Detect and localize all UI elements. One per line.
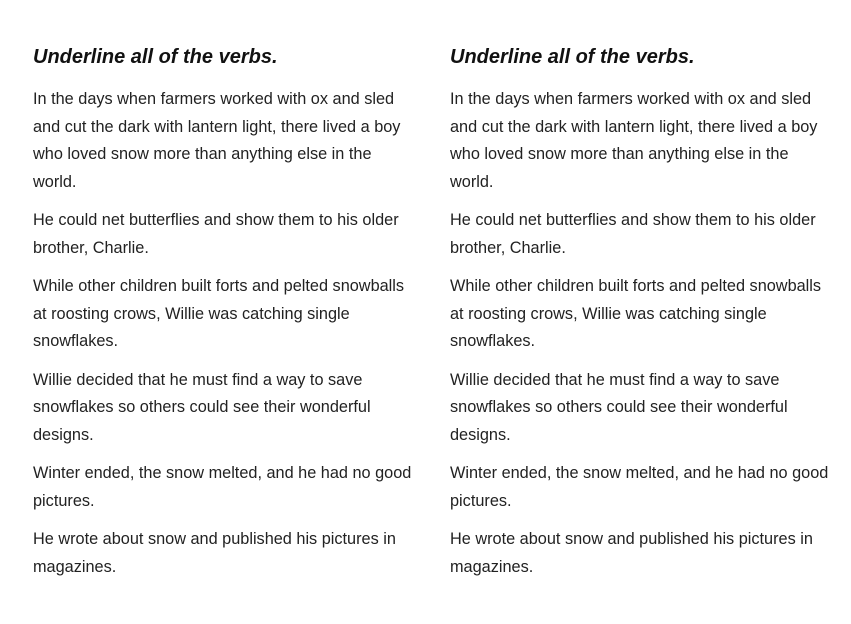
sentence-paragraph: Winter ended, the snow melted, and he had no good pictures. bbox=[450, 464, 829, 510]
sentence-paragraph: He could net butterflies and show them to his older brother, Charlie. bbox=[450, 211, 816, 257]
sentence-paragraph: Winter ended, the snow melted, and he had no good pictures. bbox=[33, 464, 412, 510]
sentence-paragraph: In the days when farmers worked with ox and sled and cut the dark with lantern light, there lived a boy who loved snow more than anything else in the world. bbox=[450, 90, 818, 191]
sentence-paragraph: While other children built forts and pelted snowballs at roosting crows, Willie was catching single snowflakes. bbox=[450, 277, 822, 350]
worksheet-column-left bbox=[33, 42, 418, 592]
sentence-paragraph: Willie decided that he must find a way to save snowflakes so others could see their wonderful designs. bbox=[33, 370, 371, 444]
sentence-paragraph: He wrote about snow and published his pictures in magazines. bbox=[33, 530, 396, 576]
sentence-paragraph: He could net butterflies and show them to his older brother, Charlie. bbox=[33, 211, 399, 257]
worksheet-heading: Underline all of the verbs. bbox=[33, 46, 278, 68]
sentence-paragraph: In the days when farmers worked with ox and sled and cut the dark with lantern light, there lived a boy who loved snow more than anything else in the world. bbox=[33, 90, 401, 191]
sentence-paragraph: While other children built forts and pelted snowballs at roosting crows, Willie was catching single snowflakes. bbox=[33, 277, 405, 350]
worksheet-heading: Underline all of the verbs. bbox=[450, 46, 695, 68]
worksheet-column-right bbox=[450, 42, 835, 592]
sentence-paragraph: Willie decided that he must find a way to save snowflakes so others could see their wonderful designs. bbox=[450, 370, 788, 444]
sentence-paragraph: He wrote about snow and published his pictures in magazines. bbox=[450, 530, 813, 576]
